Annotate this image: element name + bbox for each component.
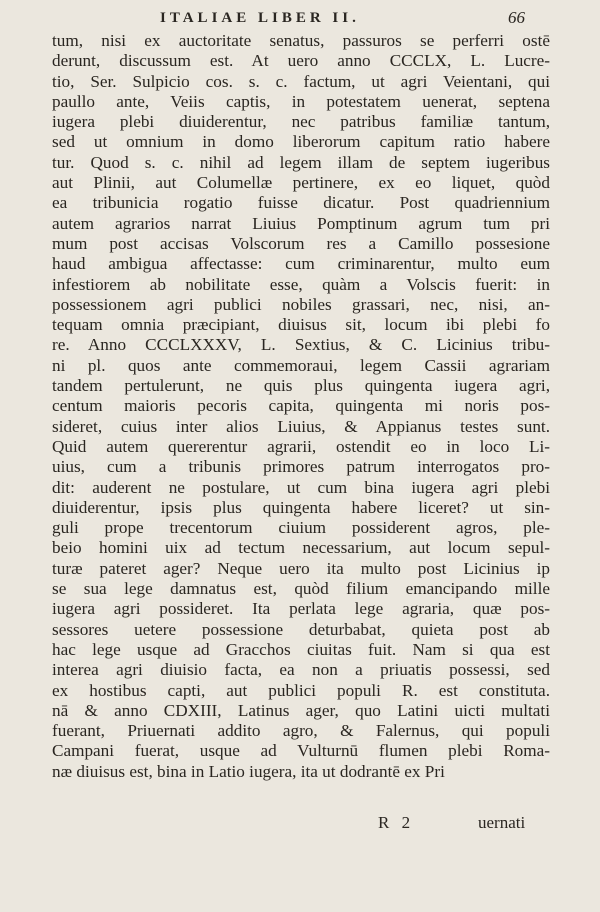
text-line: possessionem agri publici nobiles grassari, nec, nisi, an- bbox=[52, 294, 550, 314]
text-line: ni pl. quos ante commemoraui, legem Cassii agrariam bbox=[52, 355, 550, 375]
text-line: infestiorem ab nobilitate esse, quàm a Volscis fuerit: in bbox=[52, 274, 550, 294]
text-line: nā & anno CDXIII, Latinus ager, quo Latini uicti multati bbox=[52, 700, 550, 720]
text-line: paullo ante, Veiis captis, in potestatem uenerat, septena bbox=[52, 91, 550, 111]
running-title: ITALIAE LIBER II. bbox=[160, 10, 360, 26]
text-line: tandem pertulerunt, ne quis plus quingenta iugera agri, bbox=[52, 376, 550, 396]
page-number: 66 bbox=[508, 8, 525, 27]
text-line: diuiderentur, ipsis plus quingenta habere liceret? ut sin- bbox=[52, 497, 550, 517]
catchword: uernati bbox=[478, 813, 526, 832]
text-line: tum, nisi ex auctoritate senatus, passuros se perferri ostē bbox=[52, 31, 550, 50]
signature-mark: R 2 bbox=[378, 813, 415, 832]
text-line: tur. Quod s. c. nihil ad legem illam de septem iugeribus bbox=[52, 152, 550, 172]
text-line: mum post accisas Volscorum res a Camillo possesione bbox=[52, 233, 550, 253]
text-line: re. Anno CCCLXXXV, L. Sextius, & C. Licinius tribu- bbox=[52, 335, 550, 355]
text-line: iugera agri possideret. Ita perlata lege agraria, quæ pos- bbox=[52, 599, 550, 619]
text-line: hac lege usque ad Gracchos ciuitas fuit. Nam si qua est bbox=[52, 639, 550, 659]
text-line: sed ut omnium in domo liberorum capitum ratio habere bbox=[52, 132, 550, 152]
text-line: tio, Ser. Sulpicio cos. s. c. factum, ut agri Veientani, qui bbox=[52, 71, 550, 91]
text-line: aut Plinii, aut Columellæ pertinere, ex eo liquet, quòd bbox=[52, 173, 550, 193]
text-line: uius, cum a tribunis primores patrum interrogatos pro- bbox=[52, 457, 550, 477]
text-line: beio homini uix ad tectum necessarium, aut locum sepul- bbox=[52, 538, 550, 558]
text-line: sessores uetere possessione deturbabat, quieta post ab bbox=[52, 619, 550, 639]
text-line: centum maioris pecoris capita, quingenta mi noris pos- bbox=[52, 396, 550, 416]
text-line: dit: auderent ne postulare, ut cum bina iugera agri plebi bbox=[52, 477, 550, 497]
text-line: Quid autem quererentur agrarii, ostendit eo in loco Li- bbox=[52, 436, 550, 456]
text-line: fuerant, Priuernati addito agro, & Falernus, qui populi bbox=[52, 721, 550, 741]
text-line: tequam omnia præcipiant, diuisus sit, locum ibi plebi fo bbox=[52, 315, 550, 335]
text-line: guli prope trecentorum ciuium possiderent agros, ple- bbox=[52, 518, 550, 538]
text-line: sideret, cuius inter alios Liuius, & Appianus testes sunt. bbox=[52, 416, 550, 436]
text-line: autem agrarios narrat Liuius Pomptinum agrum tum pri bbox=[52, 213, 550, 233]
text-line: næ diuisus est, bina in Latio iugera, ita ut dodrantē ex Pri bbox=[52, 761, 445, 781]
text-line: haud ambigua affectasse: cum criminarentur, multo eum bbox=[52, 254, 550, 274]
text-line: Campani fuerat, usque ad Vulturnū flumen plebi Roma- bbox=[52, 741, 550, 761]
text-line: derunt, discussum est. At uero anno CCCLX, L. Lucre- bbox=[52, 51, 550, 71]
text-line: ea tribunicia rogatio fuisse dicatur. Post quadriennium bbox=[52, 193, 550, 213]
text-line: interea agri diuisio facta, ea non a priuatis possessi, sed bbox=[52, 660, 550, 680]
text-block bbox=[52, 31, 550, 782]
text-line: iugera plebi diuiderentur, nec patribus familiæ tantum, bbox=[52, 112, 550, 132]
text-line: ex hostibus capti, aut publici populi R. est constituta. bbox=[52, 680, 550, 700]
page-footer bbox=[0, 813, 600, 837]
text-line: se sua lege damnatus est, quòd filium emancipando mille bbox=[52, 579, 550, 599]
text-line: turæ pateret ager? Neque uero ita multo post Licinius ip bbox=[52, 558, 550, 578]
